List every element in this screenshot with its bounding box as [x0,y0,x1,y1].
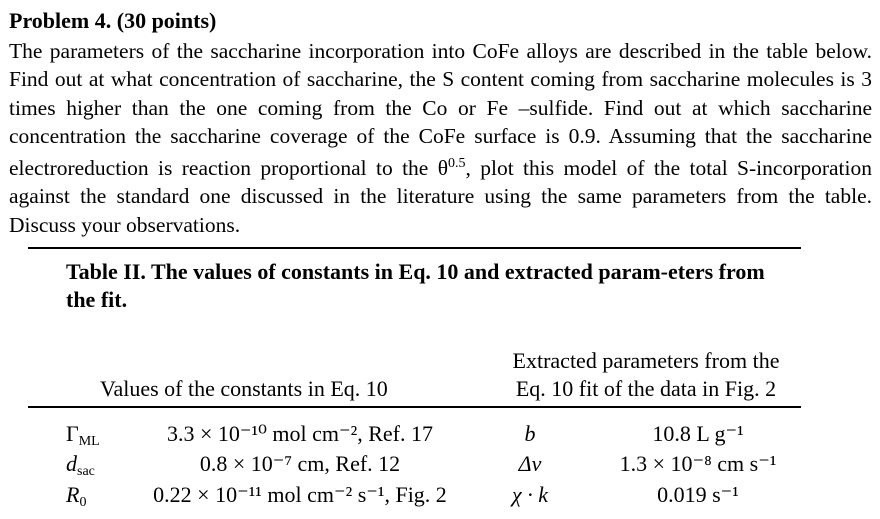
table-header-rule [28,406,801,408]
table-caption: Table II. The values of constants in Eq. 10 and extracted param-eters from the fit. [66,259,765,312]
table-row-result: 10.8 L g⁻¹ [652,421,744,446]
table-row-param: b [524,421,536,446]
symbol-subscript: ML [78,434,100,449]
table-row-symbol [66,481,86,517]
problem-statement [9,37,872,239]
table-row-result: 0.019 s⁻¹ [657,482,739,507]
header-extracted [491,347,801,403]
problem-text-part1: The parameters of the saccharine incorporation into CoFe alloys are described in the table below. Find out at what concentration of saccharine, the S content coming from saccharine molecules is 3 times higher than the one coming from the Co or Fe –sulfide. Find out at which saccharine concentration the saccharine coverage of the CoFe surface is 0.9. Assuming that the saccharine electroreduction is reaction proportional to the θ [9,39,872,181]
table-row-param: χ · k [512,482,548,507]
symbol-subscript: sac [77,464,95,479]
header-extracted-line1: Extracted parameters from the [512,348,780,373]
header-constants: Values of the constants in Eq. 10 [100,376,388,401]
table-row-param: Δν [518,451,542,476]
table-row-value: 0.8 × 10⁻⁷ cm, Ref. 12 [199,451,401,476]
symbol-gamma: Γ [66,421,79,446]
symbol-subscript: 0 [79,495,87,510]
symbol-r: R [66,482,80,507]
problem-title: Problem 4. (30 points) [9,8,217,33]
table-row-result: 1.3 × 10⁻⁸ cm s⁻¹ [619,451,777,476]
symbol-d: d [66,451,77,476]
table-row-value: 0.22 × 10⁻¹¹ mol cm⁻² s⁻¹, Fig. 2 [153,482,447,507]
theta-exponent: 0.5 [448,156,466,172]
header-extracted-line2: Eq. 10 fit of the data in Fig. 2 [515,376,777,401]
table-row-value: 3.3 × 10⁻¹⁰ mol cm⁻², Ref. 17 [166,421,433,446]
table-top-rule [28,247,801,249]
problem-text-part2: , plot this model of the total S-incorporation against the standard one discussed in the literature using the same parameters from the table. Discuss your observations. [9,156,872,237]
